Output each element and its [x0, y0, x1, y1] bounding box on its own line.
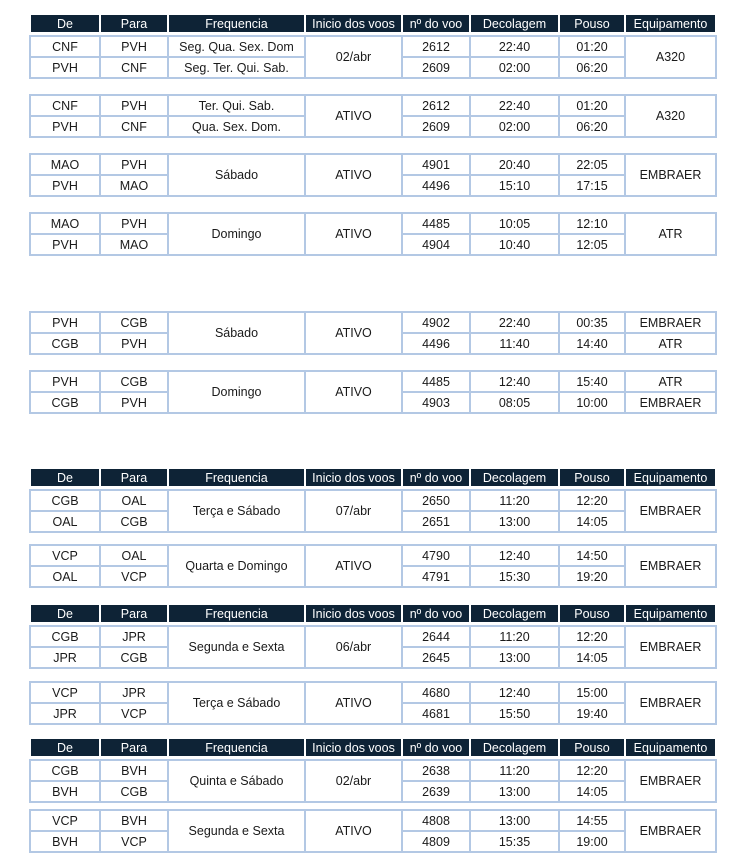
origin-cell: CGB [31, 393, 99, 412]
departure-cell: 11:20 [471, 761, 558, 780]
flight-number-cell: 4904 [403, 235, 469, 254]
origin-cell: BVH [31, 832, 99, 851]
start-date-cell: 07/abr [306, 491, 401, 531]
destination-cell: VCP [101, 567, 167, 586]
destination-cell: CNF [101, 117, 167, 136]
flight-group [29, 94, 717, 138]
arrival-cell: 06:20 [560, 117, 624, 136]
destination-cell: CGB [101, 372, 167, 391]
departure-cell: 20:40 [471, 155, 558, 174]
origin-cell: PVH [31, 235, 99, 254]
start-date-cell: 06/abr [306, 627, 401, 667]
destination-cell: BVH [101, 811, 167, 830]
frequency-cell: Qua. Sex. Dom. [169, 117, 304, 136]
departure-cell: 13:00 [471, 512, 558, 531]
frequency-cell: Sábado [169, 313, 304, 353]
arrival-cell: 00:35 [560, 313, 624, 332]
equipment-cell: EMBRAER [626, 155, 715, 195]
departure-cell: 22:40 [471, 37, 558, 56]
column-header: De [31, 739, 99, 756]
start-date-cell: ATIVO [306, 96, 401, 136]
frequency-cell: Segunda e Sexta [169, 811, 304, 851]
equipment-cell: EMBRAER [626, 627, 715, 667]
departure-cell: 12:40 [471, 546, 558, 565]
departure-cell: 12:40 [471, 683, 558, 702]
arrival-cell: 12:20 [560, 627, 624, 646]
equipment-cell: EMBRAER [626, 683, 715, 723]
column-header: Equipamento [626, 739, 715, 756]
arrival-cell: 14:40 [560, 334, 624, 353]
destination-cell: PVH [101, 334, 167, 353]
destination-cell: BVH [101, 761, 167, 780]
flight-group [29, 35, 717, 79]
equipment-cell: EMBRAER [626, 313, 715, 332]
destination-cell: OAL [101, 491, 167, 510]
column-header: Inicio dos voos [306, 739, 401, 756]
origin-cell: CNF [31, 37, 99, 56]
column-header: Frequencia [169, 15, 304, 32]
frequency-cell: Segunda e Sexta [169, 627, 304, 667]
flight-number-cell: 4485 [403, 372, 469, 391]
origin-cell: JPR [31, 648, 99, 667]
departure-cell: 11:20 [471, 627, 558, 646]
flight-number-cell: 2644 [403, 627, 469, 646]
column-header: Pouso [560, 739, 624, 756]
flight-number-cell: 4485 [403, 214, 469, 233]
arrival-cell: 19:00 [560, 832, 624, 851]
destination-cell: OAL [101, 546, 167, 565]
origin-cell: PVH [31, 58, 99, 77]
column-header: Decolagem [471, 739, 558, 756]
equipment-cell: ATR [626, 214, 715, 254]
column-header: Equipamento [626, 469, 715, 486]
departure-cell: 12:40 [471, 372, 558, 391]
arrival-cell: 14:55 [560, 811, 624, 830]
origin-cell: JPR [31, 704, 99, 723]
flight-group [29, 370, 717, 414]
frequency-cell: Terça e Sábado [169, 683, 304, 723]
destination-cell: PVH [101, 393, 167, 412]
destination-cell: MAO [101, 176, 167, 195]
flight-group [29, 809, 717, 853]
flight-number-cell: 4809 [403, 832, 469, 851]
departure-cell: 11:40 [471, 334, 558, 353]
frequency-cell: Domingo [169, 214, 304, 254]
departure-cell: 22:40 [471, 96, 558, 115]
column-header: Para [101, 605, 167, 622]
equipment-cell: EMBRAER [626, 393, 715, 412]
origin-cell: PVH [31, 176, 99, 195]
destination-cell: CGB [101, 313, 167, 332]
destination-cell: PVH [101, 214, 167, 233]
departure-cell: 22:40 [471, 313, 558, 332]
column-header: Pouso [560, 605, 624, 622]
column-header: De [31, 15, 99, 32]
departure-cell: 02:00 [471, 117, 558, 136]
flight-number-cell: 4790 [403, 546, 469, 565]
column-header: Decolagem [471, 469, 558, 486]
departure-cell: 02:00 [471, 58, 558, 77]
origin-cell: OAL [31, 512, 99, 531]
origin-cell: MAO [31, 155, 99, 174]
start-date-cell: ATIVO [306, 546, 401, 586]
arrival-cell: 06:20 [560, 58, 624, 77]
flight-number-cell: 4681 [403, 704, 469, 723]
arrival-cell: 12:20 [560, 491, 624, 510]
column-header: Decolagem [471, 15, 558, 32]
flight-number-cell: 4903 [403, 393, 469, 412]
arrival-cell: 17:15 [560, 176, 624, 195]
arrival-cell: 10:00 [560, 393, 624, 412]
origin-cell: PVH [31, 372, 99, 391]
table-header [31, 605, 715, 622]
flight-number-cell: 2609 [403, 117, 469, 136]
equipment-cell: A320 [626, 37, 715, 77]
arrival-cell: 14:05 [560, 512, 624, 531]
departure-cell: 11:20 [471, 491, 558, 510]
start-date-cell: ATIVO [306, 313, 401, 353]
destination-cell: PVH [101, 155, 167, 174]
flight-number-cell: 4496 [403, 176, 469, 195]
departure-cell: 13:00 [471, 811, 558, 830]
column-header: Inicio dos voos [306, 605, 401, 622]
arrival-cell: 12:20 [560, 761, 624, 780]
column-header: nº do voo [403, 739, 469, 756]
column-header: Frequencia [169, 469, 304, 486]
arrival-cell: 14:50 [560, 546, 624, 565]
flight-number-cell: 4902 [403, 313, 469, 332]
equipment-cell: EMBRAER [626, 811, 715, 851]
destination-cell: CGB [101, 782, 167, 801]
equipment-cell: EMBRAER [626, 761, 715, 801]
column-header: nº do voo [403, 469, 469, 486]
flight-group [29, 625, 717, 669]
column-header: Pouso [560, 15, 624, 32]
frequency-cell: Quarta e Domingo [169, 546, 304, 586]
destination-cell: JPR [101, 627, 167, 646]
equipment-cell: A320 [626, 96, 715, 136]
flight-number-cell: 2612 [403, 37, 469, 56]
column-header: De [31, 605, 99, 622]
column-header: Decolagem [471, 605, 558, 622]
arrival-cell: 22:05 [560, 155, 624, 174]
frequency-cell: Seg. Ter. Qui. Sab. [169, 58, 304, 77]
start-date-cell: 02/abr [306, 37, 401, 77]
flight-number-cell: 2650 [403, 491, 469, 510]
equipment-cell: ATR [626, 334, 715, 353]
column-header: nº do voo [403, 605, 469, 622]
destination-cell: MAO [101, 235, 167, 254]
destination-cell: PVH [101, 37, 167, 56]
column-header: Inicio dos voos [306, 15, 401, 32]
arrival-cell: 15:00 [560, 683, 624, 702]
table-header [31, 469, 715, 486]
origin-cell: CGB [31, 761, 99, 780]
departure-cell: 15:50 [471, 704, 558, 723]
flight-number-cell: 4680 [403, 683, 469, 702]
origin-cell: OAL [31, 567, 99, 586]
flight-group [29, 681, 717, 725]
origin-cell: BVH [31, 782, 99, 801]
start-date-cell: ATIVO [306, 155, 401, 195]
flight-number-cell: 2638 [403, 761, 469, 780]
arrival-cell: 01:20 [560, 96, 624, 115]
flight-number-cell: 4496 [403, 334, 469, 353]
frequency-cell: Terça e Sábado [169, 491, 304, 531]
flight-number-cell: 2612 [403, 96, 469, 115]
destination-cell: PVH [101, 96, 167, 115]
flight-group [29, 212, 717, 256]
frequency-cell: Seg. Qua. Sex. Dom [169, 37, 304, 56]
table-header [31, 739, 715, 756]
flight-group [29, 544, 717, 588]
origin-cell: VCP [31, 683, 99, 702]
start-date-cell: ATIVO [306, 372, 401, 412]
equipment-cell: EMBRAER [626, 491, 715, 531]
column-header: Equipamento [626, 15, 715, 32]
column-header: Frequencia [169, 605, 304, 622]
start-date-cell: ATIVO [306, 811, 401, 851]
column-header: Para [101, 739, 167, 756]
column-header: De [31, 469, 99, 486]
start-date-cell: ATIVO [306, 214, 401, 254]
flight-number-cell: 4808 [403, 811, 469, 830]
origin-cell: PVH [31, 313, 99, 332]
flight-group [29, 153, 717, 197]
origin-cell: CGB [31, 627, 99, 646]
origin-cell: CGB [31, 491, 99, 510]
arrival-cell: 12:10 [560, 214, 624, 233]
arrival-cell: 19:20 [560, 567, 624, 586]
flight-number-cell: 2645 [403, 648, 469, 667]
departure-cell: 15:30 [471, 567, 558, 586]
arrival-cell: 19:40 [560, 704, 624, 723]
frequency-cell: Sábado [169, 155, 304, 195]
destination-cell: CGB [101, 512, 167, 531]
arrival-cell: 14:05 [560, 782, 624, 801]
destination-cell: CGB [101, 648, 167, 667]
departure-cell: 10:05 [471, 214, 558, 233]
origin-cell: CNF [31, 96, 99, 115]
arrival-cell: 01:20 [560, 37, 624, 56]
departure-cell: 10:40 [471, 235, 558, 254]
destination-cell: JPR [101, 683, 167, 702]
table-header [31, 15, 715, 32]
column-header: Pouso [560, 469, 624, 486]
origin-cell: VCP [31, 811, 99, 830]
column-header: Inicio dos voos [306, 469, 401, 486]
start-date-cell: 02/abr [306, 761, 401, 801]
departure-cell: 13:00 [471, 782, 558, 801]
column-header: Equipamento [626, 605, 715, 622]
column-header: nº do voo [403, 15, 469, 32]
flight-group [29, 759, 717, 803]
departure-cell: 13:00 [471, 648, 558, 667]
departure-cell: 15:35 [471, 832, 558, 851]
arrival-cell: 14:05 [560, 648, 624, 667]
start-date-cell: ATIVO [306, 683, 401, 723]
arrival-cell: 15:40 [560, 372, 624, 391]
frequency-cell: Quinta e Sábado [169, 761, 304, 801]
flight-number-cell: 4901 [403, 155, 469, 174]
destination-cell: CNF [101, 58, 167, 77]
flight-number-cell: 2651 [403, 512, 469, 531]
column-header: Frequencia [169, 739, 304, 756]
arrival-cell: 12:05 [560, 235, 624, 254]
destination-cell: VCP [101, 704, 167, 723]
flight-group [29, 489, 717, 533]
origin-cell: MAO [31, 214, 99, 233]
flight-number-cell: 4791 [403, 567, 469, 586]
frequency-cell: Domingo [169, 372, 304, 412]
flight-group [29, 311, 717, 355]
flight-number-cell: 2639 [403, 782, 469, 801]
column-header: Para [101, 15, 167, 32]
origin-cell: VCP [31, 546, 99, 565]
origin-cell: PVH [31, 117, 99, 136]
frequency-cell: Ter. Qui. Sab. [169, 96, 304, 115]
destination-cell: VCP [101, 832, 167, 851]
origin-cell: CGB [31, 334, 99, 353]
flight-number-cell: 2609 [403, 58, 469, 77]
equipment-cell: EMBRAER [626, 546, 715, 586]
column-header: Para [101, 469, 167, 486]
departure-cell: 08:05 [471, 393, 558, 412]
equipment-cell: ATR [626, 372, 715, 391]
departure-cell: 15:10 [471, 176, 558, 195]
